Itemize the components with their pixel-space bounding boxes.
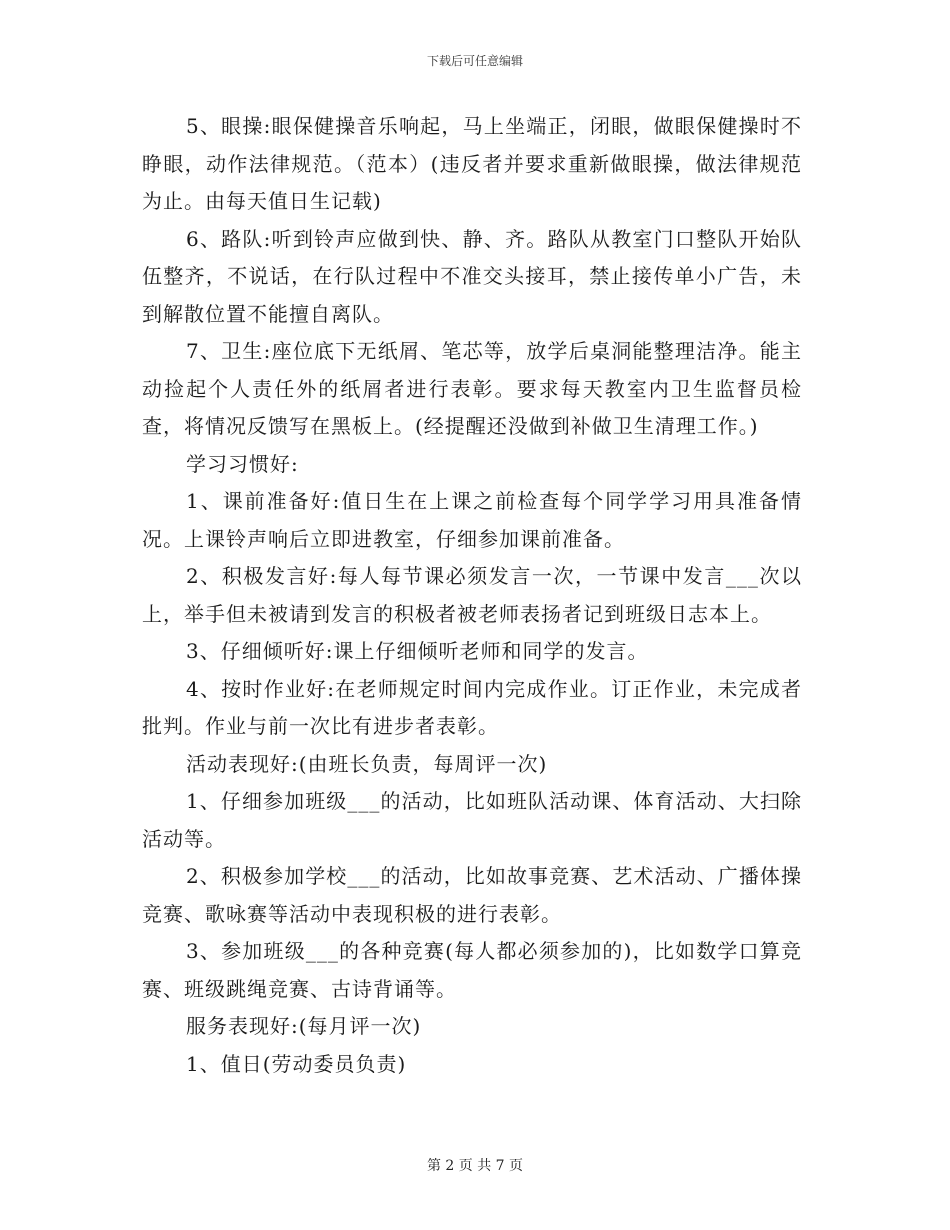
paragraph: 1、仔细参加班级___的活动，比如班队活动课、体育活动、大扫除活动等。	[142, 789, 802, 851]
page-header: 下载后可任意编辑	[426, 54, 523, 68]
section-heading: 学习习惯好:	[186, 451, 299, 476]
section-heading: 服务表现好:(每月评一次)	[186, 1014, 422, 1038]
paragraph: 4、按时作业好:在老师规定时间内完成作业。订正作业，未完成者批判。作业与前一次比有进步者表彰。	[142, 676, 802, 738]
paragraph: 5、眼操:眼保健操音乐响起，马上坐端正，闭眼，做眼保健操时不睁眼，动作法律规范。（范本）(违反者并要求重新做眼操，做法律规范为止。由每天值日生记载)	[142, 114, 802, 213]
paragraph: 3、参加班级___的各种竞赛(每人都必须参加的)，比如数学口算竞赛、班级跳绳竞赛、古诗背诵等。	[142, 939, 802, 1001]
paragraph: 6、路队:听到铃声应做到快、静、齐。路队从教室门口整队开始队伍整齐，不说话，在行队过程中不准交头接耳，禁止接传单小广告，未到解散位置不能擅自离队。	[142, 226, 802, 326]
page-footer: 第 2 页 共 7 页	[426, 1158, 524, 1174]
paragraph: 2、积极参加学校___的活动，比如故事竞赛、艺术活动、广播体操竞赛、歌咏赛等活动中表现积极的进行表彰。	[142, 864, 802, 926]
paragraph: 1、课前准备好:值日生在上课之前检查每个同学学习用具准备情况。上课铃声响后立即进教室，仔细参加课前准备。	[142, 489, 802, 551]
section-heading: 活动表现好:(由班长负责，每周评一次)	[186, 751, 548, 776]
paragraph: 7、卫生:座位底下无纸屑、笔芯等，放学后桌洞能整理洁净。能主动捡起个人责任外的纸屑者进行表彰。要求每天教室内卫生监督员检查，将情况反馈写在黑板上。(经提醒还没做到补做卫生清理工作。)	[142, 339, 802, 438]
paragraph: 2、积极发言好:每人每节课必须发言一次，一节课中发言___次以上，举手但未被请到发言的积极者被老师表扬者记到班级日志本上。	[142, 564, 802, 626]
paragraph: 3、仔细倾听好:课上仔细倾听老师和同学的发言。	[186, 639, 649, 663]
document-body	[142, 108, 802, 1083]
paragraph: 1、值日(劳动委员负责)	[186, 1051, 407, 1076]
